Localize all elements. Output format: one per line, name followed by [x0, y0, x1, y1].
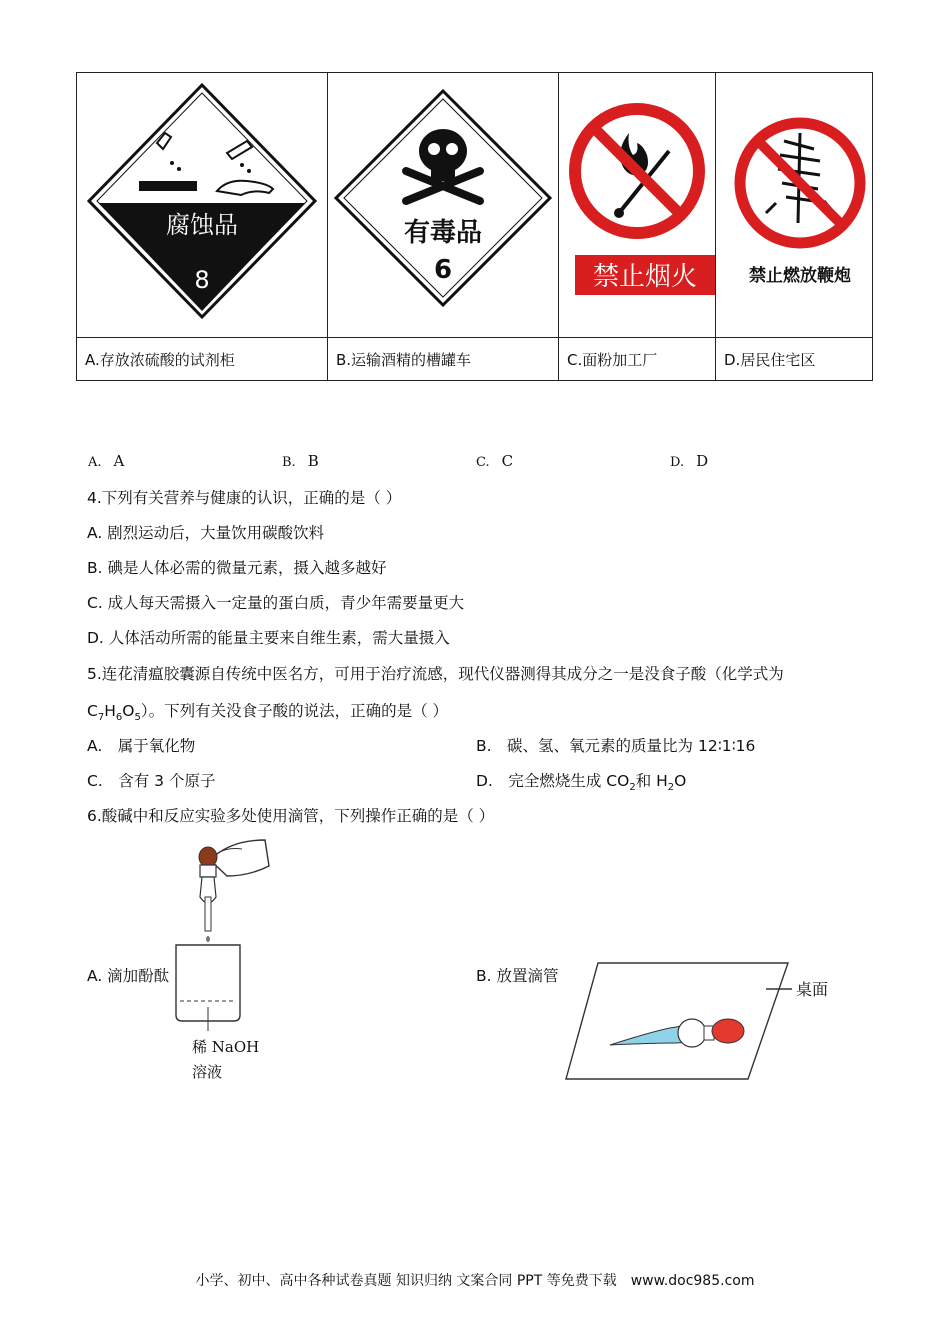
q3-option-b	[282, 451, 319, 470]
sign-text: 腐蚀品	[166, 211, 238, 239]
q5-option-a: A. 属于氧化物	[87, 737, 196, 755]
q5-option-d	[476, 769, 686, 793]
naoh-label-line2: 溶液	[192, 1063, 223, 1081]
sign-number: 6	[433, 255, 453, 285]
page-footer: 小学、初中、高中各种试卷真题 知识归纳 文案合同 PPT 等免费下载 www.doc985.com	[195, 1273, 755, 1289]
q5-option-b: B. 碳、氢、氧元素的质量比为 12∶1∶16	[476, 737, 756, 755]
q4-option-a: A. 剧烈运动后，大量饮用碳酸饮料	[87, 524, 325, 542]
option-value: B	[307, 452, 319, 470]
sign-table	[76, 72, 873, 381]
sign-caption-b: B.运输酒精的槽罐车	[328, 338, 559, 381]
q5-option-c: C. 含有 3 个原子	[87, 772, 216, 790]
option-letter: D.	[670, 455, 685, 470]
formula-oxygen: O	[122, 702, 135, 720]
no-firecracker-sign-icon	[716, 73, 872, 333]
formula-carbon-sub: 7	[97, 712, 105, 724]
q6-option-a: A. 滴加酚酞	[87, 967, 170, 985]
sign-caption-d: D.居民住宅区	[716, 338, 873, 381]
formula-carbon: C	[87, 702, 98, 720]
option-letter: B.	[282, 455, 296, 470]
q4-option-d: D. 人体活动所需的能量主要来自维生素，需大量摄入	[87, 629, 450, 647]
stem-rest: ）。下列有关没食子酸的说法，正确的是（ ）	[140, 702, 448, 720]
sign-cell-corrosive	[77, 73, 328, 338]
q3-option-c	[476, 451, 513, 470]
option-letter: C.	[476, 455, 490, 470]
q3-option-d	[670, 451, 708, 470]
opt-d-end: O	[674, 772, 687, 790]
q4-stem: 4.下列有关营养与健康的认识，正确的是（ ）	[87, 489, 402, 507]
no-fire-sign-icon	[559, 73, 715, 333]
sign-number: 8	[194, 266, 210, 294]
sign-text: 禁止燃放鞭炮	[749, 266, 851, 286]
q3-option-a	[88, 451, 124, 470]
formula-hydrogen: H	[104, 702, 116, 720]
naoh-label-line1: 稀 NaOH	[192, 1038, 260, 1056]
option-letter: A.	[88, 455, 102, 470]
formula-oxygen-sub: 5	[134, 712, 141, 724]
sign-text: 有毒品	[403, 218, 483, 248]
sign-cell-no-firecracker	[716, 73, 873, 338]
q4-option-b: B. 碘是人体必需的微量元素，摄入越多越好	[87, 559, 387, 577]
desk-label: 桌面	[796, 980, 829, 999]
opt-d-prefix: D. 完全燃烧生成 CO	[476, 772, 630, 790]
sign-caption-c: C.面粉加工厂	[559, 338, 716, 381]
formula-hydrogen-sub: 6	[115, 712, 123, 724]
dropper-on-desk-illustration	[560, 955, 850, 1085]
q4-option-c: C. 成人每天需摄入一定量的蛋白质，青少年需要量更大	[87, 594, 465, 612]
opt-d-sub2: 2	[667, 782, 675, 794]
q6-stem: 6.酸碱中和反应实验多处使用滴管，下列操作正确的是（ ）	[87, 807, 495, 825]
option-value: D	[696, 452, 709, 470]
sign-cell-no-fire	[559, 73, 716, 338]
q6-option-b: B. 放置滴管	[476, 967, 559, 985]
corrosive-sign-icon	[77, 73, 327, 333]
dropper-beaker-illustration	[170, 835, 280, 1095]
option-value: A	[113, 452, 125, 470]
sign-text: 禁止烟火	[592, 262, 698, 292]
opt-d-sub1: 2	[629, 782, 636, 794]
option-value: C	[501, 452, 514, 470]
sign-caption-a: A.存放浓硫酸的试剂柜	[77, 338, 328, 381]
opt-d-mid: 和 H	[635, 772, 668, 790]
sign-cell-toxic	[328, 73, 559, 338]
q5-stem-line2	[87, 699, 448, 723]
toxic-sign-icon	[328, 73, 558, 333]
q5-stem-line1: 5.连花清瘟胶囊源自传统中医名方，可用于治疗流感，现代仪器测得其成分之一是没食子酸（化学式为	[87, 665, 784, 683]
